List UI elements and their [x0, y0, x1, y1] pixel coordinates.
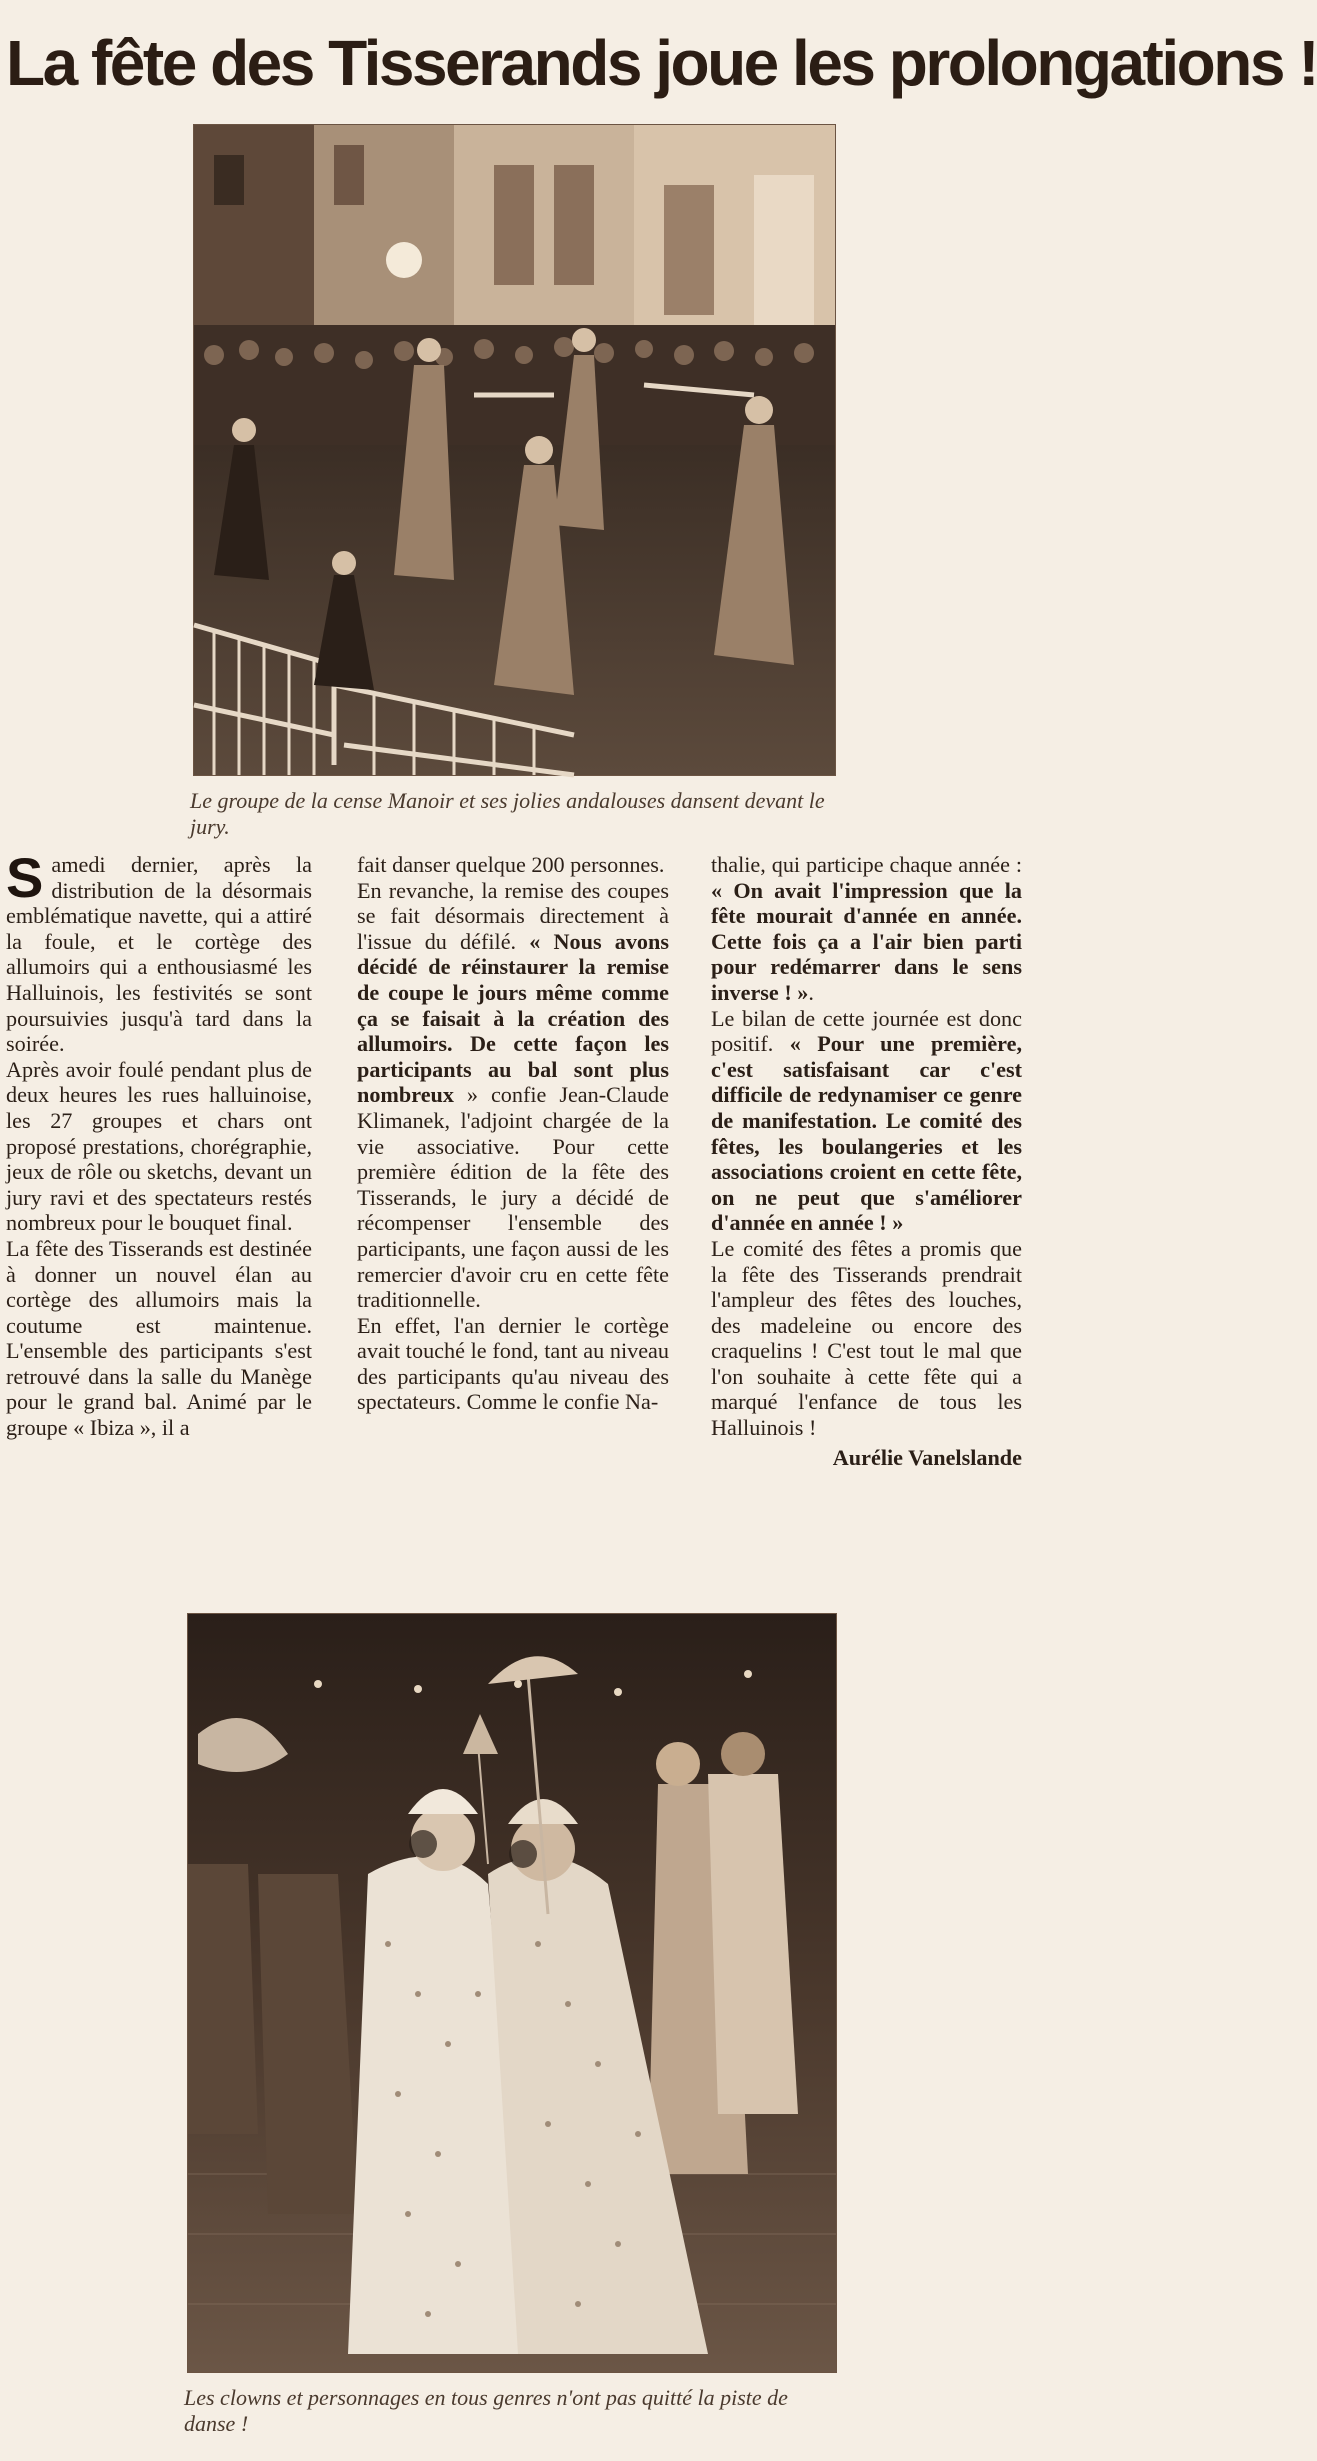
- author-signature: Aurélie Vanelslande: [832, 1444, 1022, 1470]
- paragraph: En effet, l'an dernier le cortège avait touché le fond, tant au niveau des participants qu'au niveau des spectateurs. Comme le confie Na-: [357, 1312, 669, 1415]
- quote-comite: « Pour une première, c'est satisfaisant car c'est difficile de redynamiser ce genre de manifestation. Le comité des fêtes, les boulangeries et les associations croient en cette fête, on ne peut que s'améliorer d'année en année ! »: [711, 1031, 1023, 1236]
- paragraph: [6, 846, 312, 1057]
- paragraph-text: » confie Jean-Claude Klimanek, l'adjoint chargée de la vie associative. Pour cette première édition de la fête des Tisserands, le jury a décidé de récompenser l'ensemble des participants, une façon aussi de les remercier d'avoir cru en cette fête traditionnelle.: [357, 1082, 669, 1313]
- photo-clowns-ball: [187, 1613, 837, 2373]
- article-column-3: [711, 852, 1022, 1470]
- paragraph: fait danser quelque 200 personnes.: [357, 852, 665, 877]
- parade-photo-image: [194, 125, 835, 775]
- caption-bottom: Les clowns et personnages en tous genres n'ont pas quitté la piste de danse !: [184, 2385, 788, 2436]
- paragraph: Après avoir foulé pendant plus de deux heures les rues halluinoise, les 27 groupes et chars ont proposé prestations, chorégraphie, jeux de rôle ou sketchs, devant un jury ravi et des spectateurs restés nombreux pour le bouquet final.: [6, 1056, 312, 1236]
- paragraph-text: Le bilan de cette journée est donc positif.: [711, 1005, 1022, 1057]
- paragraph: Le comité des fêtes a promis que la fête des Tisserands prendrait l'ampleur des fêtes des louches, des madeleine ou encore des craquelins ! C'est tout le mal que l'on souhaite à cette fête qui a marqué l'enfance de tous les Halluinois !: [711, 1235, 1022, 1441]
- caption-top: Le groupe de la cense Manoir et ses jolies andalouses dansent devant le jury.: [190, 788, 825, 839]
- article-column-2: [357, 852, 669, 1415]
- paragraph-text: .: [808, 979, 814, 1005]
- quote-nathalie: « On avait l'impression que la fête mourait d'année en année. Cette fois ça a l'air bien parti pour redémarrer dans le sens inverse ! »: [711, 877, 1022, 1005]
- paragraph: La fête des Tisserands est destinée à donner un nouvel élan au cortège des allumoirs mais la coutume est maintenue. L'ensemble des participants s'est retrouvé dans la salle du Manège pour le grand bal. Animé par le groupe « Ibiza », il a: [6, 1235, 312, 1441]
- paragraph-text: amedi dernier, après la distribution de la désormais emblématique navette, qui a attiré la foule, et le cortège des allumoirs qui a enthousiasmé les Halluinois, les festivités se sont poursuivies jusqu'à tard dans la soirée.: [6, 852, 312, 1057]
- drop-cap: S: [6, 846, 44, 909]
- ball-photo-image: [188, 1614, 836, 2372]
- article-column-1: [6, 846, 312, 1441]
- paragraph-text: En revanche, la remise des coupes se fait désormais directement à l'issue du défilé.: [357, 877, 669, 954]
- quote-klimanek: « Nous avons décidé de réinstaurer la remise de coupe le jours même comme ça se faisait à la création des allumoirs. De cette façon les participants au bal sont plus nombreux: [357, 928, 669, 1108]
- paragraph: [711, 852, 1022, 1006]
- photo-parade-dancers: [193, 124, 836, 776]
- headline: La fête des Tisserands joue les prolongations !: [6, 27, 1317, 99]
- paragraph: [357, 878, 669, 1313]
- paragraph: [711, 1006, 1022, 1236]
- paragraph-text: thalie, qui participe chaque année :: [711, 852, 1022, 877]
